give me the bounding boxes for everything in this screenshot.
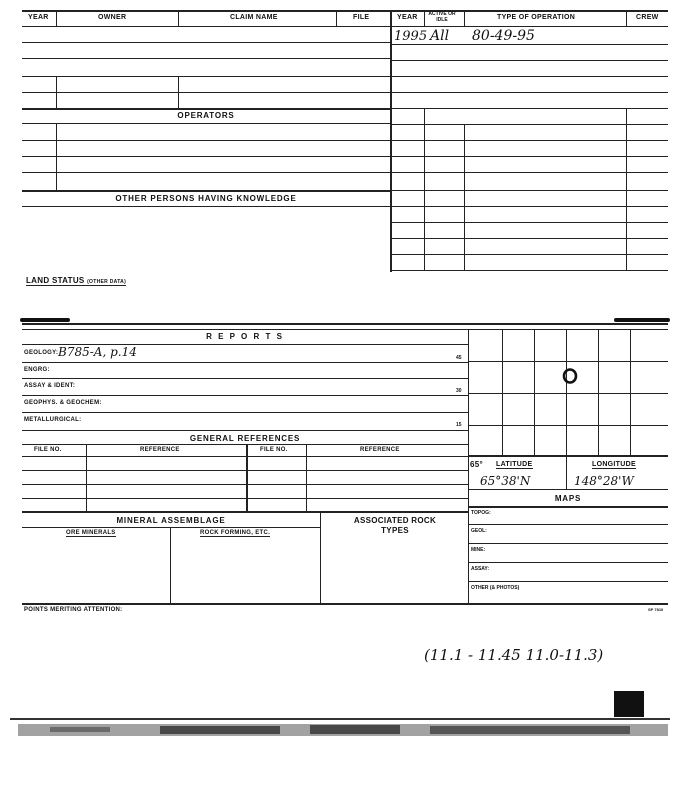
report-label-geology: GEOLOGY: — [24, 350, 59, 356]
latitude-label: LATITUDE — [496, 461, 533, 468]
reports-title: R E P O R T S — [206, 332, 284, 341]
report-value-geology: B785-A, p.14 — [58, 345, 137, 359]
report-num-45: 45 — [456, 355, 462, 361]
associated-rock-types-label: ASSOCIATED ROCK TYPES — [353, 516, 437, 535]
ref-col-reference-1: REFERENCE — [140, 447, 180, 453]
col-header-crew: CREW — [636, 14, 659, 21]
longitude-value: 148°28'W — [574, 474, 634, 488]
handwritten-note: (11.1 - 11.45 11.0-11.3) — [424, 646, 604, 664]
report-num-30: 30 — [456, 388, 462, 394]
other-persons-title: OTHER PERSONS HAVING KNOWLEDGE — [115, 194, 297, 203]
rock-forming-label: ROCK FORMING, ETC. — [200, 530, 271, 536]
map-row-geol: GEOL: — [471, 528, 487, 534]
col-header-year-right: YEAR — [397, 14, 418, 21]
location-marker-icon — [560, 366, 580, 386]
map-row-mine: MINE: — [471, 547, 486, 553]
report-label-geophys: GEOPHYS. & GEOCHEM: — [24, 400, 102, 406]
longitude-label: LONGITUDE — [592, 461, 636, 468]
scan-mark-left — [20, 318, 70, 322]
ore-minerals-label: ORE MINERALS — [66, 530, 116, 536]
lat-prefix: 65° — [470, 460, 483, 469]
maps-label: MAPS — [554, 494, 582, 503]
points-meriting-attention: POINTS MERITING ATTENTION: — [24, 607, 123, 613]
col-header-active-idle: ACTIVE OR IDLE — [428, 11, 456, 23]
entry-year: 1995 — [394, 29, 428, 44]
report-num-15: 15 — [456, 422, 462, 428]
col-header-type-of-operation: TYPE OF OPERATION — [497, 14, 576, 21]
map-row-assay: ASSAY: — [471, 566, 490, 572]
ref-col-file-no-1: FILE NO. — [34, 447, 62, 453]
ref-col-reference-2: REFERENCE — [360, 447, 400, 453]
map-row-topog: TOPOG: — [471, 510, 491, 516]
col-header-claim-name: CLAIM NAME — [230, 14, 278, 21]
scan-mark-right — [614, 318, 670, 322]
form-number: SP 7810 — [648, 607, 664, 612]
entry-operation: 80-49-95 — [472, 28, 535, 44]
latitude-value: 65°38'N — [480, 474, 531, 488]
ref-col-file-no-2: FILE NO. — [260, 447, 288, 453]
report-label-engrg: ENGRG: — [24, 367, 50, 373]
report-label-assay: ASSAY & IDENT: — [24, 383, 76, 389]
col-header-owner: OWNER — [98, 14, 127, 21]
report-label-metallurgical: METALLURGICAL: — [24, 417, 82, 423]
col-header-file: FILE — [353, 14, 370, 21]
land-status-label: LAND STATUS (OTHER DATA) — [26, 276, 127, 285]
operators-title: OPERATORS — [177, 111, 235, 120]
mineral-assemblage-title: MINERAL ASSEMBLAGE — [116, 516, 226, 525]
entry-status: All — [430, 28, 450, 44]
general-references-title: GENERAL REFERENCES — [189, 434, 301, 443]
scan-noise-band — [10, 712, 670, 752]
map-row-other: OTHER (& PHOTOS) — [471, 585, 520, 591]
col-header-year: YEAR — [28, 14, 49, 21]
